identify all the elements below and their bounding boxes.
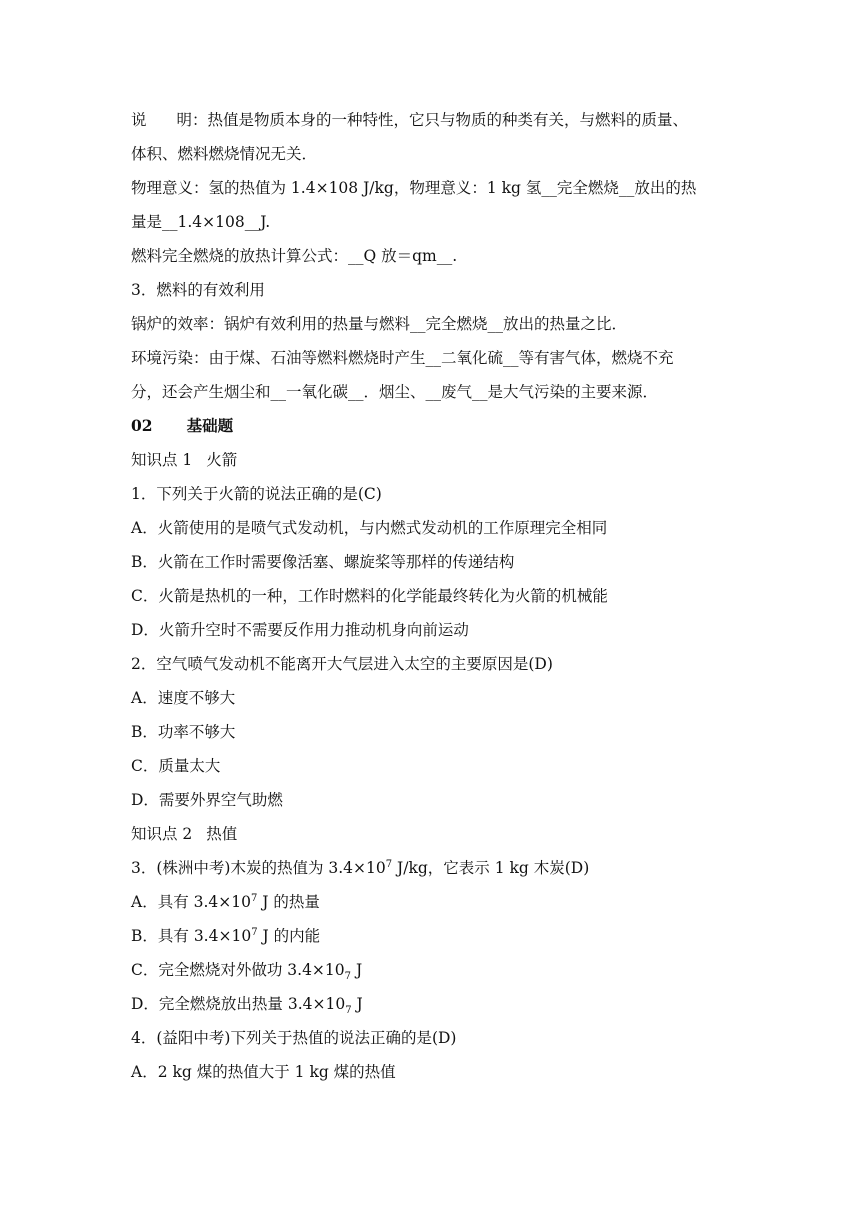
text-fragment: A．具有 3.4×10 xyxy=(131,893,251,911)
text-line: 分，还会产生烟尘和__一氧化碳__．烟尘、__废气__是大气污染的主要来源． xyxy=(131,383,659,401)
option-text: A．2 kg 煤的热值大于 1 kg 煤的热值 xyxy=(131,1063,396,1081)
option-text: D．火箭升空时不需要反作用力推动机身向前运动 xyxy=(131,621,469,639)
option-text xyxy=(131,892,320,912)
text-fragment: C．完全燃烧对外做功 3.4×10 xyxy=(131,961,345,979)
section-title-basic xyxy=(131,416,233,436)
section-name: 基础题 xyxy=(186,416,234,435)
option-text xyxy=(131,960,363,983)
section-number: 02 xyxy=(131,416,153,435)
text-fragment: 说 xyxy=(131,111,147,129)
text-fragment: B．具有 3.4×10 xyxy=(131,927,252,945)
option-text: C．质量太大 xyxy=(131,757,221,775)
knowledge-point-number: 知识点 2 xyxy=(131,825,193,843)
text-fragment: J xyxy=(351,961,363,979)
text-line-explanation xyxy=(131,110,688,130)
question-text xyxy=(131,858,589,878)
option-text xyxy=(131,994,363,1017)
text-fragment: J 的热量 xyxy=(257,893,320,911)
text-line: 环境污染：由于煤、石油等燃料燃烧时产生__二氧化硫__等有害气体，燃烧不充 xyxy=(131,349,674,367)
text-fragment: D．完全燃烧放出热量 3.4×10 xyxy=(131,995,346,1013)
question-text: 4．(益阳中考)下列关于热值的说法正确的是(D) xyxy=(131,1029,457,1047)
option-text: B．功率不够大 xyxy=(131,723,236,741)
text-fragment: J/kg，它表示 1 kg 木炭(D) xyxy=(392,859,590,877)
question-text: 2．空气喷气发动机不能离开大气层进入太空的主要原因是(D) xyxy=(131,655,553,673)
exponent: 7 xyxy=(250,892,258,904)
knowledge-point-name: 热值 xyxy=(206,825,238,843)
option-text: D．需要外界空气助燃 xyxy=(131,791,283,809)
option-text xyxy=(131,926,320,946)
text-fragment: J xyxy=(351,995,363,1013)
text-line: 物理意义：氢的热值为 1.4×108 J/kg，物理意义：1 kg 氢__完全燃烧__放出的热 xyxy=(131,179,697,197)
knowledge-point-number: 知识点 1 xyxy=(131,451,193,469)
text-line: 量是__1.4×108__J. xyxy=(131,213,271,231)
text-fragment: J 的内能 xyxy=(257,927,321,945)
option-text: A．速度不够大 xyxy=(131,689,236,707)
section-heading: 3．燃料的有效利用 xyxy=(131,281,265,299)
exponent: 7 xyxy=(385,858,393,870)
knowledge-point-heading xyxy=(131,450,237,470)
subscript-exponent: 7 xyxy=(345,1005,352,1017)
exponent: 7 xyxy=(251,926,258,938)
knowledge-point-name: 火箭 xyxy=(206,451,238,469)
text-fragment: 明：热值是物质本身的一种特性，它只与物质的种类有关，与燃料的质量、 xyxy=(176,111,689,129)
option-text: B．火箭在工作时需要像活塞、螺旋桨等那样的传递结构 xyxy=(131,553,515,571)
text-line: 燃料完全燃烧的放热计算公式：__Q 放＝qm__. xyxy=(131,247,458,265)
option-text: A．火箭使用的是喷气式发动机，与内燃式发动机的工作原理完全相同 xyxy=(131,519,608,537)
subscript-exponent: 7 xyxy=(344,971,352,983)
text-line: 体积、燃料燃烧情况无关． xyxy=(131,145,318,163)
option-text: C．火箭是热机的一种，工作时燃料的化学能最终转化为火箭的机械能 xyxy=(131,587,608,605)
knowledge-point-heading xyxy=(131,824,237,844)
text-fragment: 3．(株洲中考)木炭的热值为 3.4×10 xyxy=(131,859,386,877)
question-text: 1．下列关于火箭的说法正确的是(C) xyxy=(131,485,382,503)
text-line: 锅炉的效率：锅炉有效利用的热量与燃料__完全燃烧__放出的热量之比． xyxy=(131,315,628,333)
